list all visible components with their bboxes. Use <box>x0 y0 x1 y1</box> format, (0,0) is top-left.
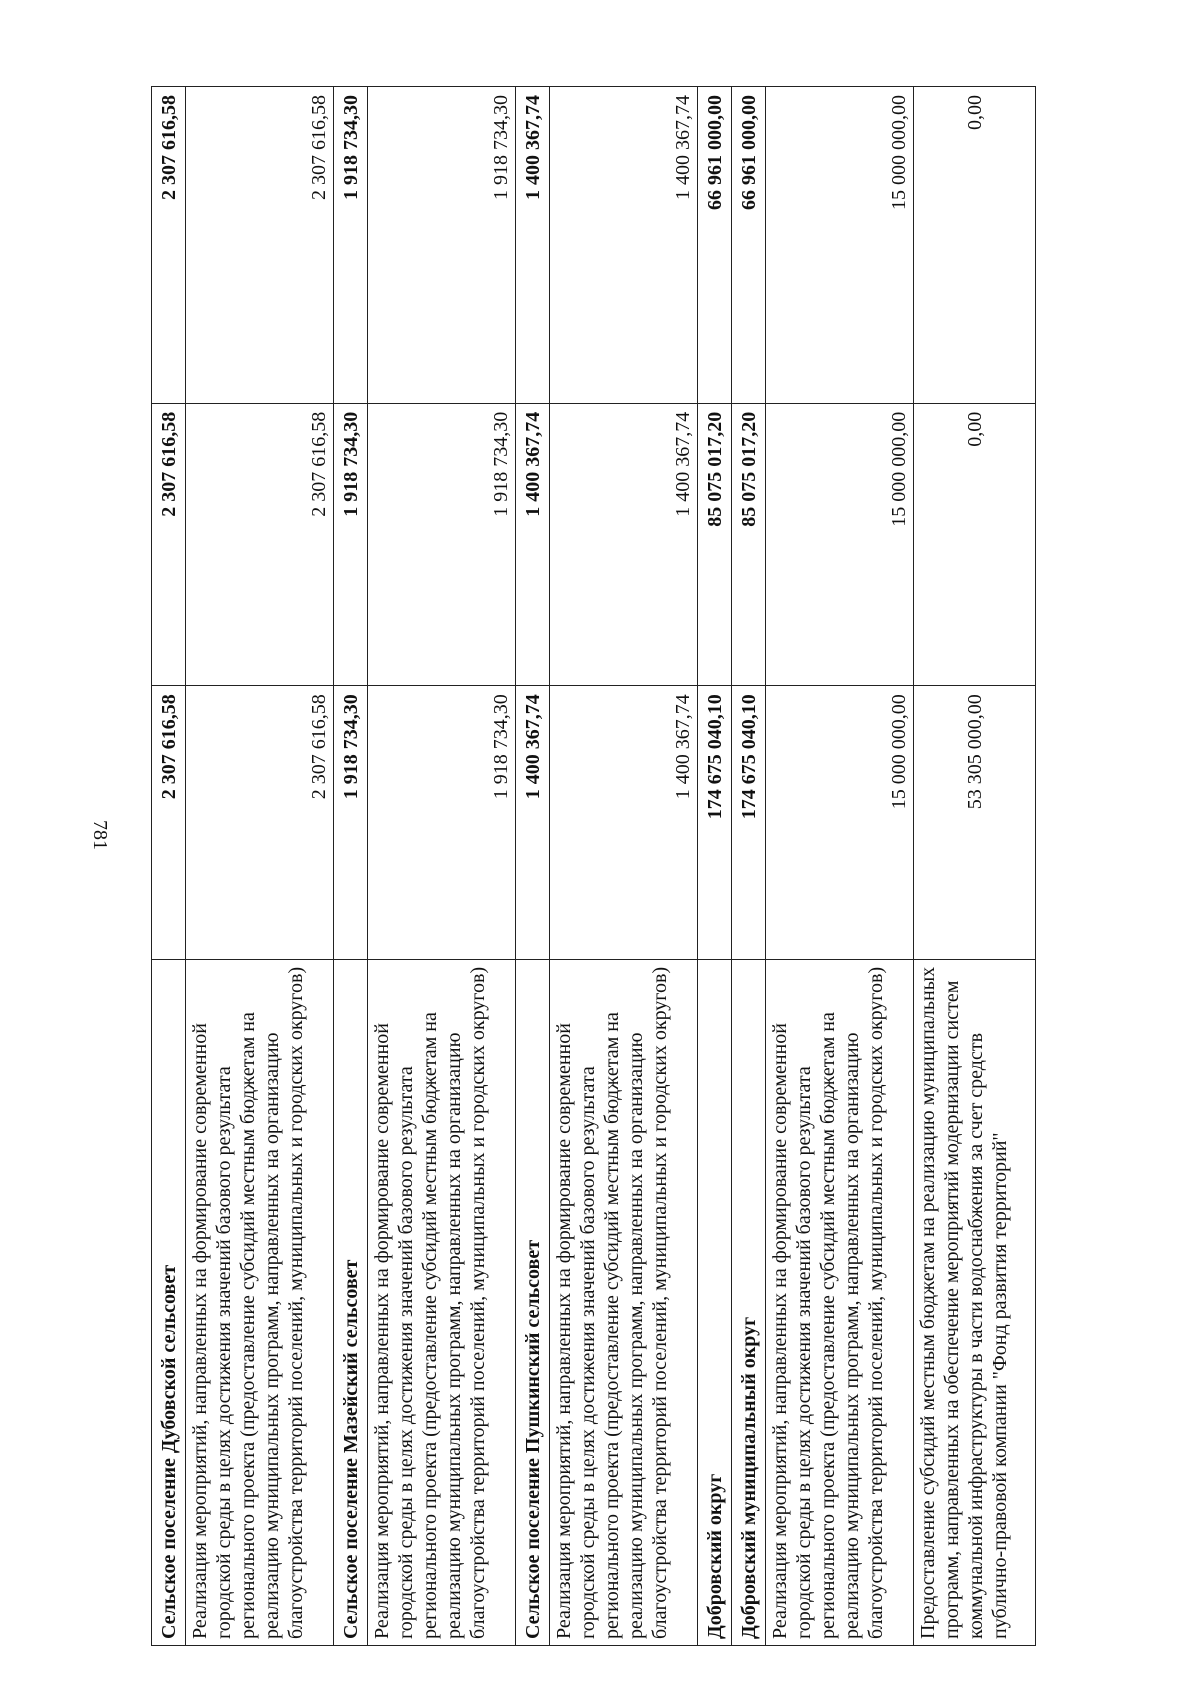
row-description: Реализация мероприятий, направленных на формирование современной городской среды в целях достижения значений базового результата регионального проекта (предоставление субсидий местным бюджетам на реализацию муниципальных программ, направленных на организацию благоустройства территорий поселений, муниципальных и городских округов) <box>186 960 334 1646</box>
row-value-2: 2 307 616,58 <box>152 403 186 686</box>
row-value-3: 2 307 616,58 <box>152 87 186 404</box>
row-value-3: 0,00 <box>914 87 1036 404</box>
page-number: 781 <box>89 820 111 850</box>
row-value-3: 66 961 000,00 <box>732 87 766 404</box>
row-value-1: 174 675 040,10 <box>732 686 766 960</box>
row-value-1: 53 305 000,00 <box>914 686 1036 960</box>
row-value-2: 0,00 <box>914 403 1036 686</box>
row-description: Реализация мероприятий, направленных на формирование современной городской среды в целях достижения значений базового результата регионального проекта (предоставление субсидий местным бюджетам на реализацию муниципальных программ, направленных на организацию благоустройства территорий поселений, муниципальных и городских округов) <box>550 960 698 1646</box>
row-value-2: 1 400 367,74 <box>550 403 698 686</box>
table-row <box>766 87 914 1646</box>
row-value-3: 66 961 000,00 <box>698 87 732 404</box>
table-row <box>550 87 698 1646</box>
row-value-1: 15 000 000,00 <box>766 686 914 960</box>
row-value-1: 174 675 040,10 <box>698 686 732 960</box>
table-row <box>186 87 334 1646</box>
row-value-1: 2 307 616,58 <box>186 686 334 960</box>
row-value-3: 1 918 734,30 <box>368 87 516 404</box>
row-value-3: 2 307 616,58 <box>186 87 334 404</box>
table-row <box>152 87 186 1646</box>
row-value-3: 1 400 367,74 <box>550 87 698 404</box>
table-row <box>516 87 550 1646</box>
row-value-2: 85 075 017,20 <box>698 403 732 686</box>
row-value-2: 1 918 734,30 <box>368 403 516 686</box>
table-row <box>914 87 1036 1646</box>
row-value-1: 2 307 616,58 <box>152 686 186 960</box>
row-description: Сельское поселение Мазейский сельсовет <box>334 960 368 1646</box>
row-value-3: 15 000 000,00 <box>766 87 914 404</box>
row-value-1: 1 918 734,30 <box>334 686 368 960</box>
table-row <box>732 87 766 1646</box>
row-description: Предоставление субсидий местным бюджетам на реализацию муниципальных программ, направленных на обеспечение мероприятий модернизации систем коммунальной инфраструктуры в части водоснабжения за счет средств публично-правовой компании "Фонд развития территорий" <box>914 960 1036 1646</box>
row-value-2: 1 400 367,74 <box>516 403 550 686</box>
row-description: Сельское поселение Пушкинский сельсовет <box>516 960 550 1646</box>
row-value-1: 1 918 734,30 <box>368 686 516 960</box>
table-row <box>698 87 732 1646</box>
row-description: Реализация мероприятий, направленных на формирование современной городской среды в целях достижения значений базового результата регионального проекта (предоставление субсидий местным бюджетам на реализацию муниципальных программ, направленных на организацию благоустройства территорий поселений, муниципальных и городских округов) <box>368 960 516 1646</box>
row-description: Сельское поселение Дубовской сельсовет <box>152 960 186 1646</box>
row-value-2: 85 075 017,20 <box>732 403 766 686</box>
table-row <box>334 87 368 1646</box>
row-value-3: 1 918 734,30 <box>334 87 368 404</box>
row-description: Добровский округ <box>698 960 732 1646</box>
budget-table <box>151 86 1036 1646</box>
row-value-2: 15 000 000,00 <box>766 403 914 686</box>
row-value-3: 1 400 367,74 <box>516 87 550 404</box>
row-description: Реализация мероприятий, направленных на формирование современной городской среды в целях достижения значений базового результата регионального проекта (предоставление субсидий местным бюджетам на реализацию муниципальных программ, направленных на организацию благоустройства территорий поселений, муниципальных и городских округов) <box>766 960 914 1646</box>
budget-table-rotated <box>151 86 1096 1646</box>
row-value-1: 1 400 367,74 <box>550 686 698 960</box>
row-description: Добровский муниципальный округ <box>732 960 766 1646</box>
row-value-2: 2 307 616,58 <box>186 403 334 686</box>
row-value-1: 1 400 367,74 <box>516 686 550 960</box>
table-row <box>368 87 516 1646</box>
row-value-2: 1 918 734,30 <box>334 403 368 686</box>
